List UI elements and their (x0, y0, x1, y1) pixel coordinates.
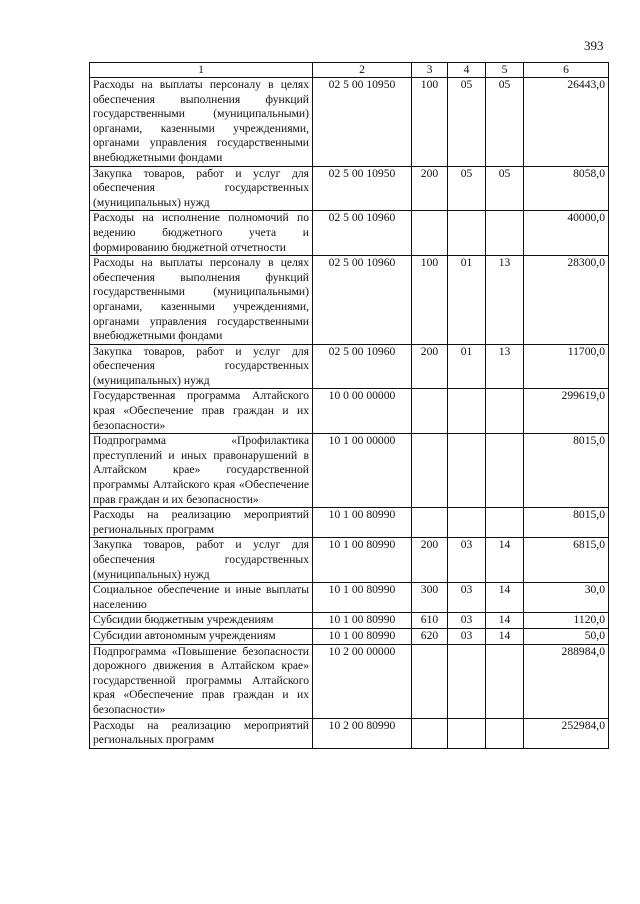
row-section-cell (448, 434, 486, 508)
row-code-cell: 10 1 00 80990 (313, 538, 412, 583)
table-row (90, 628, 609, 644)
row-section-cell (448, 211, 486, 256)
row-name-cell: Расходы на выплаты персоналу в целях обеспечения выполнения функций государственными (муниципальными) органами, казенными учреждениями, органами управления государственными внебюджетными фондами (90, 78, 313, 167)
row-section-cell (448, 718, 486, 748)
table-row (90, 389, 609, 434)
table-row (90, 538, 609, 583)
row-section-cell: 03 (448, 613, 486, 629)
row-expense-type-cell: 100 (412, 256, 448, 345)
table-row (90, 166, 609, 211)
row-name-cell: Расходы на реализацию мероприятий региональных программ (90, 718, 313, 748)
row-name-cell: Закупка товаров, работ и услуг для обеспечения государственных (муниципальных) нужд (90, 538, 313, 583)
row-expense-type-cell (412, 644, 448, 718)
row-section-cell: 05 (448, 166, 486, 211)
row-section-cell: 03 (448, 628, 486, 644)
row-subsection-cell: 05 (486, 166, 524, 211)
table-row (90, 211, 609, 256)
row-subsection-cell (486, 508, 524, 538)
row-subsection-cell: 05 (486, 78, 524, 167)
row-section-cell (448, 508, 486, 538)
row-expense-type-cell: 300 (412, 583, 448, 613)
row-sum-cell: 299619,0 (524, 389, 609, 434)
row-expense-type-cell: 610 (412, 613, 448, 629)
row-sum-cell: 28300,0 (524, 256, 609, 345)
row-subsection-cell: 13 (486, 344, 524, 389)
row-name-cell: Расходы на выплаты персоналу в целях обеспечения выполнения функций государственными (муниципальными) органами, казенными учреждениями, органами управления государственными внебюджетными фондами (90, 256, 313, 345)
row-sum-cell: 50,0 (524, 628, 609, 644)
column-header: 4 (448, 63, 486, 78)
column-header: 2 (313, 63, 412, 78)
row-sum-cell: 1120,0 (524, 613, 609, 629)
header-row (90, 63, 609, 78)
row-code-cell: 10 0 00 00000 (313, 389, 412, 434)
row-expense-type-cell (412, 389, 448, 434)
row-name-cell: Расходы на реализацию мероприятий региональных программ (90, 508, 313, 538)
row-sum-cell: 6815,0 (524, 538, 609, 583)
row-subsection-cell (486, 718, 524, 748)
row-sum-cell: 252984,0 (524, 718, 609, 748)
row-name-cell: Закупка товаров, работ и услуг для обеспечения государственных (муниципальных) нужд (90, 166, 313, 211)
row-code-cell: 10 1 00 80990 (313, 613, 412, 629)
row-sum-cell: 8015,0 (524, 508, 609, 538)
row-code-cell: 10 2 00 80990 (313, 718, 412, 748)
row-name-cell: Расходы на исполнение полномочий по ведению бюджетного учета и формированию бюджетной отчетности (90, 211, 313, 256)
row-sum-cell: 40000,0 (524, 211, 609, 256)
table-row (90, 644, 609, 718)
row-subsection-cell (486, 389, 524, 434)
row-code-cell: 02 5 00 10950 (313, 78, 412, 167)
table-row (90, 344, 609, 389)
row-name-cell: Субсидии бюджетным учреждениям (90, 613, 313, 629)
row-subsection-cell: 14 (486, 628, 524, 644)
row-expense-type-cell: 100 (412, 78, 448, 167)
table-row (90, 583, 609, 613)
row-sum-cell: 288984,0 (524, 644, 609, 718)
row-section-cell (448, 644, 486, 718)
row-sum-cell: 8015,0 (524, 434, 609, 508)
row-name-cell: Государственная программа Алтайского края «Обеспечение прав граждан и их безопасности» (90, 389, 313, 434)
table-row (90, 508, 609, 538)
row-code-cell: 10 1 00 80990 (313, 508, 412, 538)
row-section-cell: 03 (448, 538, 486, 583)
budget-table (89, 62, 609, 749)
row-subsection-cell: 14 (486, 583, 524, 613)
row-subsection-cell (486, 434, 524, 508)
row-subsection-cell: 14 (486, 538, 524, 583)
row-code-cell: 02 5 00 10950 (313, 166, 412, 211)
table-row (90, 256, 609, 345)
column-header: 6 (524, 63, 609, 78)
row-subsection-cell (486, 211, 524, 256)
column-header: 1 (90, 63, 313, 78)
row-subsection-cell (486, 644, 524, 718)
row-name-cell: Подпрограмма «Профилактика преступлений и иных правонарушений в Алтайском крае» государственной программы Алтайского края «Обеспечение прав граждан и их безопасности» (90, 434, 313, 508)
row-expense-type-cell (412, 718, 448, 748)
row-section-cell (448, 389, 486, 434)
row-code-cell: 02 5 00 10960 (313, 344, 412, 389)
row-subsection-cell: 13 (486, 256, 524, 345)
row-code-cell: 10 1 00 00000 (313, 434, 412, 508)
column-header: 5 (486, 63, 524, 78)
page-number: 393 (584, 38, 604, 53)
row-section-cell: 01 (448, 344, 486, 389)
row-expense-type-cell: 200 (412, 538, 448, 583)
row-expense-type-cell: 620 (412, 628, 448, 644)
row-section-cell: 03 (448, 583, 486, 613)
row-name-cell: Социальное обеспечение и иные выплаты населению (90, 583, 313, 613)
row-section-cell: 01 (448, 256, 486, 345)
row-code-cell: 02 5 00 10960 (313, 211, 412, 256)
row-sum-cell: 11700,0 (524, 344, 609, 389)
table-row (90, 718, 609, 748)
row-code-cell: 02 5 00 10960 (313, 256, 412, 345)
table-row (90, 78, 609, 167)
row-expense-type-cell: 200 (412, 344, 448, 389)
row-code-cell: 10 1 00 80990 (313, 583, 412, 613)
table-row (90, 613, 609, 629)
row-code-cell: 10 1 00 80990 (313, 628, 412, 644)
table-row (90, 434, 609, 508)
row-sum-cell: 30,0 (524, 583, 609, 613)
row-name-cell: Субсидии автономным учреждениям (90, 628, 313, 644)
row-sum-cell: 26443,0 (524, 78, 609, 167)
row-subsection-cell: 14 (486, 613, 524, 629)
row-code-cell: 10 2 00 00000 (313, 644, 412, 718)
column-header: 3 (412, 63, 448, 78)
row-expense-type-cell (412, 211, 448, 256)
row-expense-type-cell: 200 (412, 166, 448, 211)
row-expense-type-cell (412, 508, 448, 538)
row-sum-cell: 8058,0 (524, 166, 609, 211)
row-name-cell: Закупка товаров, работ и услуг для обеспечения государственных (муниципальных) нужд (90, 344, 313, 389)
row-name-cell: Подпрограмма «Повышение безопасности дорожного движения в Алтайском крае» государственной программы Алтайского края «Обеспечение прав граждан и их безопасности» (90, 644, 313, 718)
row-section-cell: 05 (448, 78, 486, 167)
row-expense-type-cell (412, 434, 448, 508)
